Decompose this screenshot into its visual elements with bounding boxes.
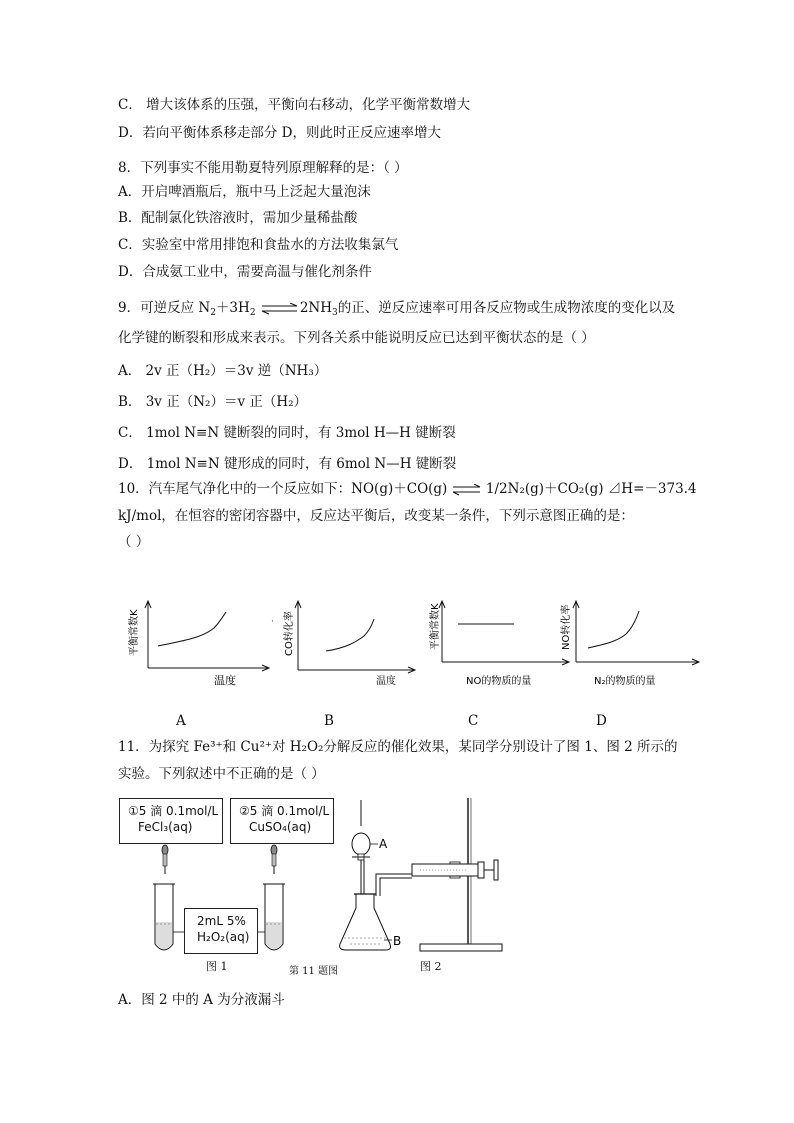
graph-d-curve xyxy=(588,611,639,648)
reagent-box-fecl3 xyxy=(119,798,223,844)
q9-option-c: C． 1mol N≡N 键断裂的同时，有 3mol H—H 键断裂 xyxy=(118,425,456,441)
graph-b-ylabel: CO转化率 xyxy=(284,611,295,656)
reagent-box-cuso4-line1: ②5 滴 0.1mol/L xyxy=(239,804,330,818)
q11-stem-line1: 11．为探究 Fe³⁺和 Cu²⁺对 H₂O₂分解反应的催化效果，某同学分别设计了图 1、图 2 所示的 xyxy=(118,739,678,755)
graph-b-dots: · xyxy=(271,617,274,627)
graph-a-xlabel: 温度 xyxy=(214,674,236,687)
figure2-caption: 图 2 xyxy=(420,960,442,973)
figure-caption: 第 11 题图 xyxy=(289,966,339,977)
graph-c-ylabel: 平衡常数K xyxy=(430,603,441,650)
q8-stem: 8．下列事实不能用勒夏特列原理解释的是：（ ） xyxy=(118,160,408,176)
reagent-box-cuso4 xyxy=(230,798,334,844)
q9-stem-mid: ＋3H xyxy=(215,300,250,316)
q9-stem-line1 xyxy=(118,299,675,322)
q11-stem-line2: 实验。下列叙述中不正确的是（ ） xyxy=(118,766,325,782)
q9-stem-pre: 9．可逆反应 N xyxy=(118,300,211,316)
q10-stem-line3: （ ） xyxy=(118,534,150,550)
reagent-box-fecl3-line1: ①5 滴 0.1mol/L xyxy=(128,804,219,818)
graph-b-curve xyxy=(326,619,374,651)
q9-option-b: B． 3v 正（N₂）＝v 正（H₂） xyxy=(118,394,308,410)
q9-sub3: 3 xyxy=(332,308,338,318)
equilibrium-arrow-icon xyxy=(452,484,482,496)
graph-letter-a: A xyxy=(176,713,186,729)
q9-sub1: 2 xyxy=(210,308,216,318)
q8-option-a: A．开启啤酒瓶后，瓶中马上泛起大量泡沫 xyxy=(118,184,371,200)
graph-d-xlabel: N₂的物质的量 xyxy=(594,676,656,687)
graph-d xyxy=(556,598,706,690)
graph-a-curve xyxy=(158,612,226,646)
test-tube-right-icon xyxy=(263,884,285,950)
equilibrium-arrow-icon xyxy=(261,303,299,315)
graph-b-xlabel: 温度 xyxy=(376,676,396,687)
graph-letter-c: C xyxy=(468,713,479,729)
q10-stem1b: 1/2N₂(g)＋CO₂(g) ⊿H=－373.4 xyxy=(485,481,697,497)
reagent-box-h2o2-line1: 2mL 5% xyxy=(197,914,246,928)
graph-a-ylabel: 平衡常数K xyxy=(129,609,140,656)
q9-stem-mid2: 2NH xyxy=(299,300,333,316)
graph-letter-b: B xyxy=(324,713,334,729)
dropper-left-icon xyxy=(162,845,168,874)
flask-label-b: B xyxy=(393,934,402,948)
conical-flask-icon xyxy=(340,894,391,950)
graph-c-xlabel: NO的物质的量 xyxy=(466,676,532,687)
graph-a xyxy=(122,598,272,690)
q10-stem-line2: kJ/mol，在恒容的密闭容器中，反应达平衡后，改变某一条件，下列示意图正确的是： xyxy=(118,508,634,524)
q7-option-d: D．若向平衡体系移走部分 D，则此时正反应速率增大 xyxy=(118,125,441,141)
q8-option-d: D．合成氨工业中，需要高温与催化剂条件 xyxy=(118,264,372,280)
q9-sub2: 2 xyxy=(249,308,256,318)
q9-stem-post: 的正、逆反应速率可用各反应物或生成物浓度的变化以及 xyxy=(337,300,676,316)
graph-letter-d: D xyxy=(596,713,607,729)
separatory-funnel-icon xyxy=(352,800,370,906)
q9-stem-line2: 化学键的断裂和形成来表示。下列各关系中能说明反应已达到平衡状态的是（ ） xyxy=(118,330,595,346)
q10-stem-line1 xyxy=(118,480,697,498)
figure2-apparatus xyxy=(328,796,508,958)
q9-option-d: D． 1mol N≡N 键形成的同时，有 6mol N—H 键断裂 xyxy=(118,456,457,472)
test-tube-left-icon xyxy=(153,884,175,950)
q8-option-c: C．实验室中常用排饱和食盐水的方法收集氯气 xyxy=(118,237,399,253)
graph-d-ylabel: NO转化率 xyxy=(561,604,572,650)
q8-option-b: B．配制氯化铁溶液时，需加少量稀盐酸 xyxy=(118,210,358,226)
q11-option-a: A．图 2 中的 A 为分液漏斗 xyxy=(118,992,285,1008)
funnel-label-a: A xyxy=(379,837,388,851)
figure1-apparatus xyxy=(140,844,310,956)
reagent-box-h2o2-line2: H₂O₂(aq) xyxy=(197,930,250,944)
reagent-box-fecl3-line2: FeCl₃(aq) xyxy=(138,820,193,834)
figure1-caption: 图 1 xyxy=(206,960,228,973)
q10-stem1: 10．汽车尾气净化中的一个反应如下：NO(g)＋CO(g) xyxy=(118,481,448,497)
q7-option-c: C． 增大该体系的压强，平衡向右移动，化学平衡常数增大 xyxy=(118,97,471,113)
reagent-box-cuso4-line2: CuSO₄(aq) xyxy=(249,820,312,834)
graph-c xyxy=(426,598,576,690)
dropper-right-icon xyxy=(271,845,277,874)
q9-option-a: A． 2v 正（H₂）＝3v 逆（NH₃） xyxy=(118,363,328,379)
graph-b xyxy=(268,598,418,690)
